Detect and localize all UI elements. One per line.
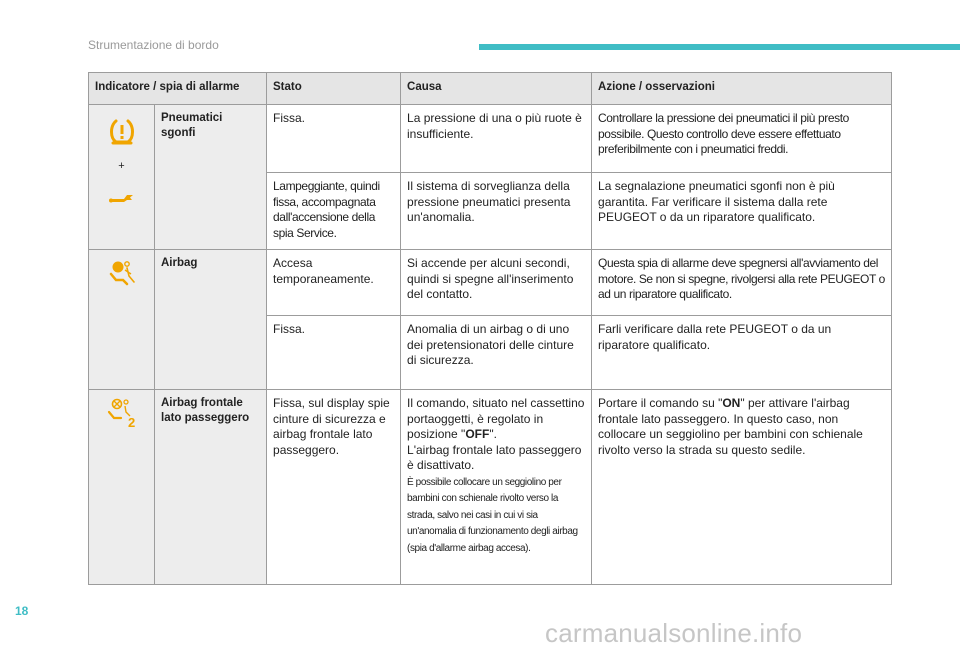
action-cell: Questa spia di allarme deve spegnersi all'avviamento del motore. Se non si spegne, rivolgersi alla rete PEUGEOT o ad un riparatore qualificato. — [592, 250, 892, 316]
state-cell: Fissa, sul display spie cinture di sicurezza e airbag frontale lato passeggero. — [267, 390, 401, 585]
wrench-icon — [108, 189, 136, 203]
indicator-name-cell — [155, 250, 267, 390]
state-cell: Fissa. — [267, 105, 401, 173]
column-header-cause: Causa — [401, 73, 592, 105]
cause-cell — [401, 390, 592, 585]
cause-cell: La pressione di una o più ruote è insufficiente. — [401, 105, 592, 173]
cause-cell: Anomalia di un airbag o di uno dei pretensionatori delle cinture di sicurezza. — [401, 316, 592, 390]
action-cell: La segnalazione pneumatici sgonfi non è più garantita. Far verificare il sistema dalla rete PEUGEOT o da un riparatore qualificato. — [592, 173, 892, 250]
indicator-icon-cell — [89, 390, 155, 585]
indicator-name-cell — [155, 390, 267, 585]
plus-sign: + — [118, 160, 125, 172]
action-cell — [592, 390, 892, 585]
action-cell: Farli verificare dalla rete PEUGEOT o da un riparatore qualificato. — [592, 316, 892, 390]
section-title: Strumentazione di bordo — [88, 38, 219, 52]
indicator-name-cell — [155, 105, 267, 250]
action-text-end: " per attivare l'airbag frontale lato passeggero. In questo caso, non collocare un seggiolino per bambini con schienale rivolto verso la strada su questo sedile. — [598, 396, 863, 457]
table-row — [89, 250, 892, 316]
cause-text-2: L'airbag frontale lato passeggero è disattivato. — [407, 442, 582, 472]
tyre-pressure-warning-icon — [107, 119, 137, 145]
svg-text:2: 2 — [127, 415, 135, 428]
state-cell: Lampeggiante, quindi fissa, accompagnata dall'accensione della spia Service. — [267, 173, 401, 250]
indicator-name: Airbag frontale lato passeggero — [161, 397, 250, 424]
table-row — [89, 105, 892, 173]
table-header-row — [89, 73, 892, 105]
airbag-warning-icon — [107, 260, 137, 286]
cause-note: È possibile collocare un seggiolino per bambini con schienale rivolto verso la strada, salvo nei casi in cui vi sia un'anomalia di funzionamento degli airbag (spia d'allarme airbag accesa). — [407, 476, 578, 554]
action-text: Portare il comando su " — [598, 396, 723, 410]
indicator-icon-cell — [89, 250, 155, 390]
cause-cell: Si accende per alcuni secondi, quindi si spegne all'inserimento del contatto. — [401, 250, 592, 316]
page-number: 18 — [15, 604, 29, 618]
action-cell: Controllare la pressione dei pneumatici il più presto possibile. Questo controllo deve essere effettuato preferibilmente con i pneumatici freddi. — [592, 105, 892, 173]
column-header-state: Stato — [267, 73, 401, 105]
indicator-name: Pneumatici sgonfi — [161, 112, 223, 139]
on-position-label: ON — [722, 396, 741, 410]
warning-lights-table — [88, 72, 892, 585]
indicator-name: Airbag — [161, 257, 198, 269]
column-header-action: Azione / osservazioni — [592, 73, 892, 105]
column-header-indicator: Indicatore / spia di allarme — [89, 73, 267, 105]
state-cell: Accesa temporaneamente. — [267, 250, 401, 316]
passenger-airbag-off-icon — [106, 398, 138, 428]
off-position-label: OFF — [465, 427, 490, 441]
state-cell: Fissa. — [267, 316, 401, 390]
table-row — [89, 390, 892, 585]
indicator-icon-cell — [89, 105, 155, 250]
watermark: carmanualsonline.info — [545, 618, 803, 648]
header-accent-bar — [479, 44, 960, 50]
cause-text: Il comando, situato nel cassettino portaoggetti, è regolato in posizione " — [407, 396, 585, 441]
cause-text-end: ". — [489, 427, 497, 441]
cause-cell: Il sistema di sorveglianza della pressione pneumatici presenta un'anomalia. — [401, 173, 592, 250]
